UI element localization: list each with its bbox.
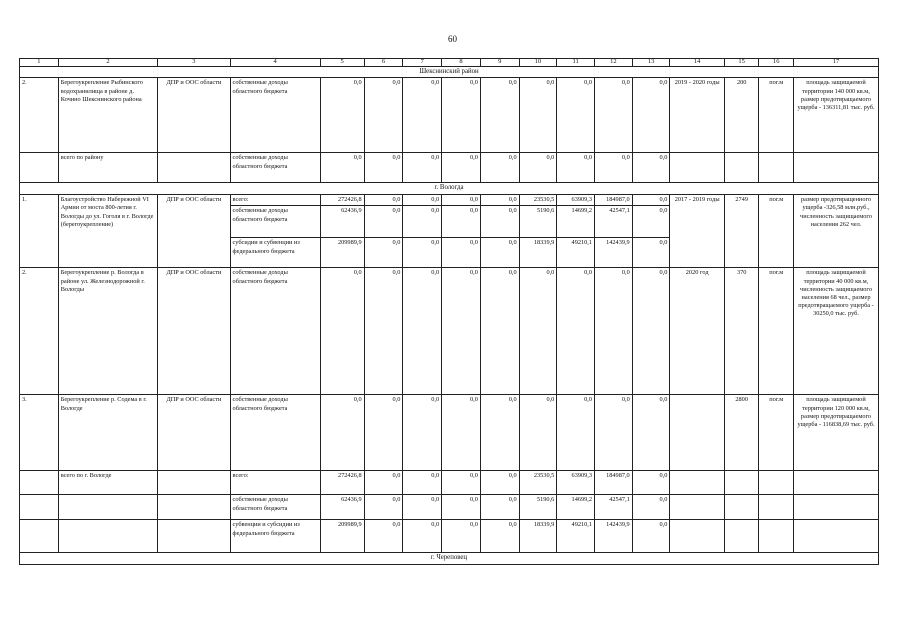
value-cell: 0,0 [442, 78, 481, 153]
value-cell: 0,0 [364, 153, 403, 183]
term-cell [670, 153, 724, 183]
object-name: всего по району [58, 153, 158, 183]
value-cell: 272426,8 [320, 471, 364, 495]
term-cell: 2020 год [670, 268, 724, 395]
executor: ДПР и ООС области [158, 78, 230, 153]
section-row [20, 183, 879, 195]
funding-source: субсидии и субвенции из федерального бюджета [230, 238, 320, 268]
quantity-cell: 200 [724, 78, 759, 153]
value-cell: 184987,0 [595, 195, 633, 206]
value-cell: 0,0 [442, 268, 481, 395]
funding-source: собственные доходы областного бюджета [230, 268, 320, 395]
value-cell: 0,0 [403, 495, 442, 520]
value-cell: 63909,3 [557, 195, 595, 206]
value-cell: 0,0 [595, 268, 633, 395]
table-row [20, 195, 879, 206]
col-header: 13 [632, 59, 670, 67]
col-header: 6 [364, 59, 403, 67]
value-cell: 0,0 [632, 78, 670, 153]
value-cell: 49210,1 [557, 520, 595, 553]
row-number: 2. [20, 268, 59, 395]
value-cell: 0,0 [480, 238, 519, 268]
term-cell [670, 520, 724, 553]
quantity-cell [724, 495, 759, 520]
value-cell: 272426,8 [320, 195, 364, 206]
value-cell: 0,0 [442, 153, 481, 183]
value-cell: 62436,9 [320, 206, 364, 238]
value-cell: 0,0 [403, 268, 442, 395]
note-cell [794, 495, 879, 520]
budget-table [19, 58, 879, 565]
col-header: 12 [595, 59, 633, 67]
unit-cell [759, 471, 794, 495]
value-cell: 0,0 [595, 395, 633, 471]
value-cell: 0,0 [557, 78, 595, 153]
value-cell: 0,0 [557, 153, 595, 183]
note-cell [794, 520, 879, 553]
value-cell: 0,0 [480, 206, 519, 238]
note-cell: площадь защищаемой территории 120 000 кв.м, размер предотвращаемого ущерба - 116838,69 тыс. руб. [794, 395, 879, 471]
value-cell: 0,0 [442, 495, 481, 520]
executor: ДПР и ООС области [158, 395, 230, 471]
object-name: Благоустройство Набережной VI Армии от моста 800-летия г. Вологды до ул. Гоголя в г. Вологде (берегоукрепление) [58, 195, 158, 268]
value-cell: 14699,2 [557, 495, 595, 520]
table-row [20, 495, 879, 520]
term-cell [670, 495, 724, 520]
col-header: 10 [519, 59, 557, 67]
value-cell: 23530,5 [519, 195, 557, 206]
table-row [20, 268, 879, 395]
value-cell: 0,0 [632, 471, 670, 495]
value-cell: 0,0 [632, 153, 670, 183]
col-header: 9 [480, 59, 519, 67]
value-cell: 0,0 [632, 495, 670, 520]
unit-cell: пог.м [759, 78, 794, 153]
col-header: 1 [20, 59, 59, 67]
value-cell: 0,0 [364, 520, 403, 553]
unit-cell: пог.м [759, 395, 794, 471]
row-number: 1. [20, 195, 59, 268]
object-name [58, 495, 158, 520]
value-cell: 14699,2 [557, 206, 595, 238]
value-cell: 63909,3 [557, 471, 595, 495]
quantity-cell: 370 [724, 268, 759, 395]
value-cell: 0,0 [480, 78, 519, 153]
object-name: Берегоукрепление р. Вологда в районе ул. Железнодорожной г. Вологды [58, 268, 158, 395]
value-cell: 0,0 [519, 395, 557, 471]
funding-source: собственные доходы областного бюджета [230, 153, 320, 183]
row-number [20, 495, 59, 520]
value-cell: 142439,9 [595, 520, 633, 553]
value-cell: 0,0 [595, 153, 633, 183]
funding-source: собственные доходы областного бюджета [230, 206, 320, 238]
executor [158, 495, 230, 520]
executor: ДПР и ООС области [158, 268, 230, 395]
value-cell: 0,0 [403, 520, 442, 553]
value-cell: 18339,9 [519, 238, 557, 268]
value-cell: 0,0 [364, 206, 403, 238]
col-header: 4 [230, 59, 320, 67]
section-row [20, 66, 879, 78]
value-cell: 0,0 [403, 395, 442, 471]
table-row [20, 520, 879, 553]
value-cell: 0,0 [442, 238, 481, 268]
row-number [20, 471, 59, 495]
note-cell: площадь защищаемой территории 40 000 кв.м, численность защищаемого населения 68 чел., размер предотвращаемого ущерба - 30250,0 тыс. руб. [794, 268, 879, 395]
column-number-row [20, 59, 879, 67]
term-cell [670, 471, 724, 495]
value-cell: 0,0 [403, 206, 442, 238]
value-cell: 0,0 [320, 78, 364, 153]
row-number: 3. [20, 395, 59, 471]
value-cell: 0,0 [632, 520, 670, 553]
col-header: 3 [158, 59, 230, 67]
value-cell: 0,0 [403, 471, 442, 495]
value-cell: 0,0 [364, 471, 403, 495]
value-cell: 0,0 [480, 520, 519, 553]
table-row [20, 153, 879, 183]
value-cell: 0,0 [480, 195, 519, 206]
unit-cell: пог.м [759, 195, 794, 268]
executor [158, 153, 230, 183]
funding-source: всего: [230, 195, 320, 206]
col-header: 17 [794, 59, 879, 67]
value-cell: 0,0 [632, 395, 670, 471]
executor [158, 520, 230, 553]
value-cell: 0,0 [595, 78, 633, 153]
object-name [58, 520, 158, 553]
unit-cell [759, 495, 794, 520]
value-cell: 0,0 [364, 395, 403, 471]
note-cell [794, 153, 879, 183]
unit-cell: пог.м [759, 268, 794, 395]
value-cell: 0,0 [480, 495, 519, 520]
value-cell: 0,0 [364, 268, 403, 395]
note-cell [794, 471, 879, 495]
value-cell: 0,0 [442, 195, 481, 206]
value-cell: 0,0 [364, 195, 403, 206]
value-cell: 42547,1 [595, 206, 633, 238]
value-cell: 0,0 [480, 471, 519, 495]
value-cell: 0,0 [480, 153, 519, 183]
value-cell: 209989,9 [320, 238, 364, 268]
value-cell: 209989,9 [320, 520, 364, 553]
object-name: Берегоукрепление Рыбинского водохранилища в районе д. Кочино Шекснинского района [58, 78, 158, 153]
col-header: 15 [724, 59, 759, 67]
quantity-cell [724, 153, 759, 183]
object-name: Берегоукрепление р. Содема в г. Вологде [58, 395, 158, 471]
value-cell: 49210,1 [557, 238, 595, 268]
table-row [20, 78, 879, 153]
col-header: 2 [58, 59, 158, 67]
value-cell: 0,0 [442, 520, 481, 553]
funding-source: собственные доходы областного бюджета [230, 395, 320, 471]
funding-source: собственные доходы областного бюджета [230, 495, 320, 520]
col-header: 8 [442, 59, 481, 67]
value-cell: 184987,0 [595, 471, 633, 495]
value-cell: 0,0 [519, 153, 557, 183]
value-cell: 0,0 [364, 238, 403, 268]
value-cell: 0,0 [519, 78, 557, 153]
section-title: г. Вологда [20, 183, 879, 195]
value-cell: 0,0 [632, 238, 670, 268]
value-cell: 142439,9 [595, 238, 633, 268]
value-cell: 62436,9 [320, 495, 364, 520]
value-cell: 0,0 [632, 195, 670, 206]
value-cell: 0,0 [480, 268, 519, 395]
value-cell: 0,0 [364, 495, 403, 520]
value-cell: 42547,1 [595, 495, 633, 520]
value-cell: 0,0 [442, 206, 481, 238]
value-cell: 0,0 [403, 238, 442, 268]
value-cell: 0,0 [403, 78, 442, 153]
term-cell: 2017 - 2019 годы [670, 195, 724, 268]
value-cell: 0,0 [557, 395, 595, 471]
value-cell: 0,0 [403, 153, 442, 183]
value-cell: 0,0 [442, 471, 481, 495]
value-cell: 5190,6 [519, 495, 557, 520]
page-number: 60 [448, 34, 457, 44]
section-row [20, 553, 879, 565]
note-cell: площадь защищаемой территории 140 000 кв.м, размер предотвращаемого ущерба - 136311,81 тыс. руб. [794, 78, 879, 153]
col-header: 7 [403, 59, 442, 67]
value-cell: 5190,6 [519, 206, 557, 238]
value-cell: 0,0 [632, 268, 670, 395]
col-header: 16 [759, 59, 794, 67]
funding-source: субвенции и субсидии из федерального бюджета [230, 520, 320, 553]
executor: ДПР и ООС области [158, 195, 230, 268]
col-header: 11 [557, 59, 595, 67]
value-cell: 0,0 [403, 195, 442, 206]
value-cell: 0,0 [480, 395, 519, 471]
table-row [20, 471, 879, 495]
value-cell: 0,0 [557, 268, 595, 395]
col-header: 5 [320, 59, 364, 67]
object-name: всего по г. Вологде [58, 471, 158, 495]
row-number [20, 153, 59, 183]
unit-cell [759, 153, 794, 183]
row-number [20, 520, 59, 553]
value-cell: 23530,5 [519, 471, 557, 495]
value-cell: 0,0 [442, 395, 481, 471]
value-cell: 0,0 [320, 395, 364, 471]
term-cell: 2019 - 2020 годы [670, 78, 724, 153]
quantity-cell: 2749 [724, 195, 759, 268]
section-title: Шекснинский район [20, 66, 879, 78]
executor [158, 471, 230, 495]
value-cell: 0,0 [320, 268, 364, 395]
value-cell: 0,0 [519, 268, 557, 395]
funding-source: всего: [230, 471, 320, 495]
quantity-cell [724, 520, 759, 553]
note-cell: размер предотвращенного ущерба -326,58 млн.руб., численность защищаемого населения 262 чел. [794, 195, 879, 268]
col-header: 14 [670, 59, 724, 67]
value-cell: 0,0 [364, 78, 403, 153]
quantity-cell [724, 471, 759, 495]
value-cell: 0,0 [632, 206, 670, 238]
table-row [20, 395, 879, 471]
quantity-cell: 2800 [724, 395, 759, 471]
term-cell [670, 395, 724, 471]
funding-source: собственные доходы областного бюджета [230, 78, 320, 153]
unit-cell [759, 520, 794, 553]
value-cell: 18339,9 [519, 520, 557, 553]
row-number: 2. [20, 78, 59, 153]
section-title: г. Череповец [20, 553, 879, 565]
value-cell: 0,0 [320, 153, 364, 183]
